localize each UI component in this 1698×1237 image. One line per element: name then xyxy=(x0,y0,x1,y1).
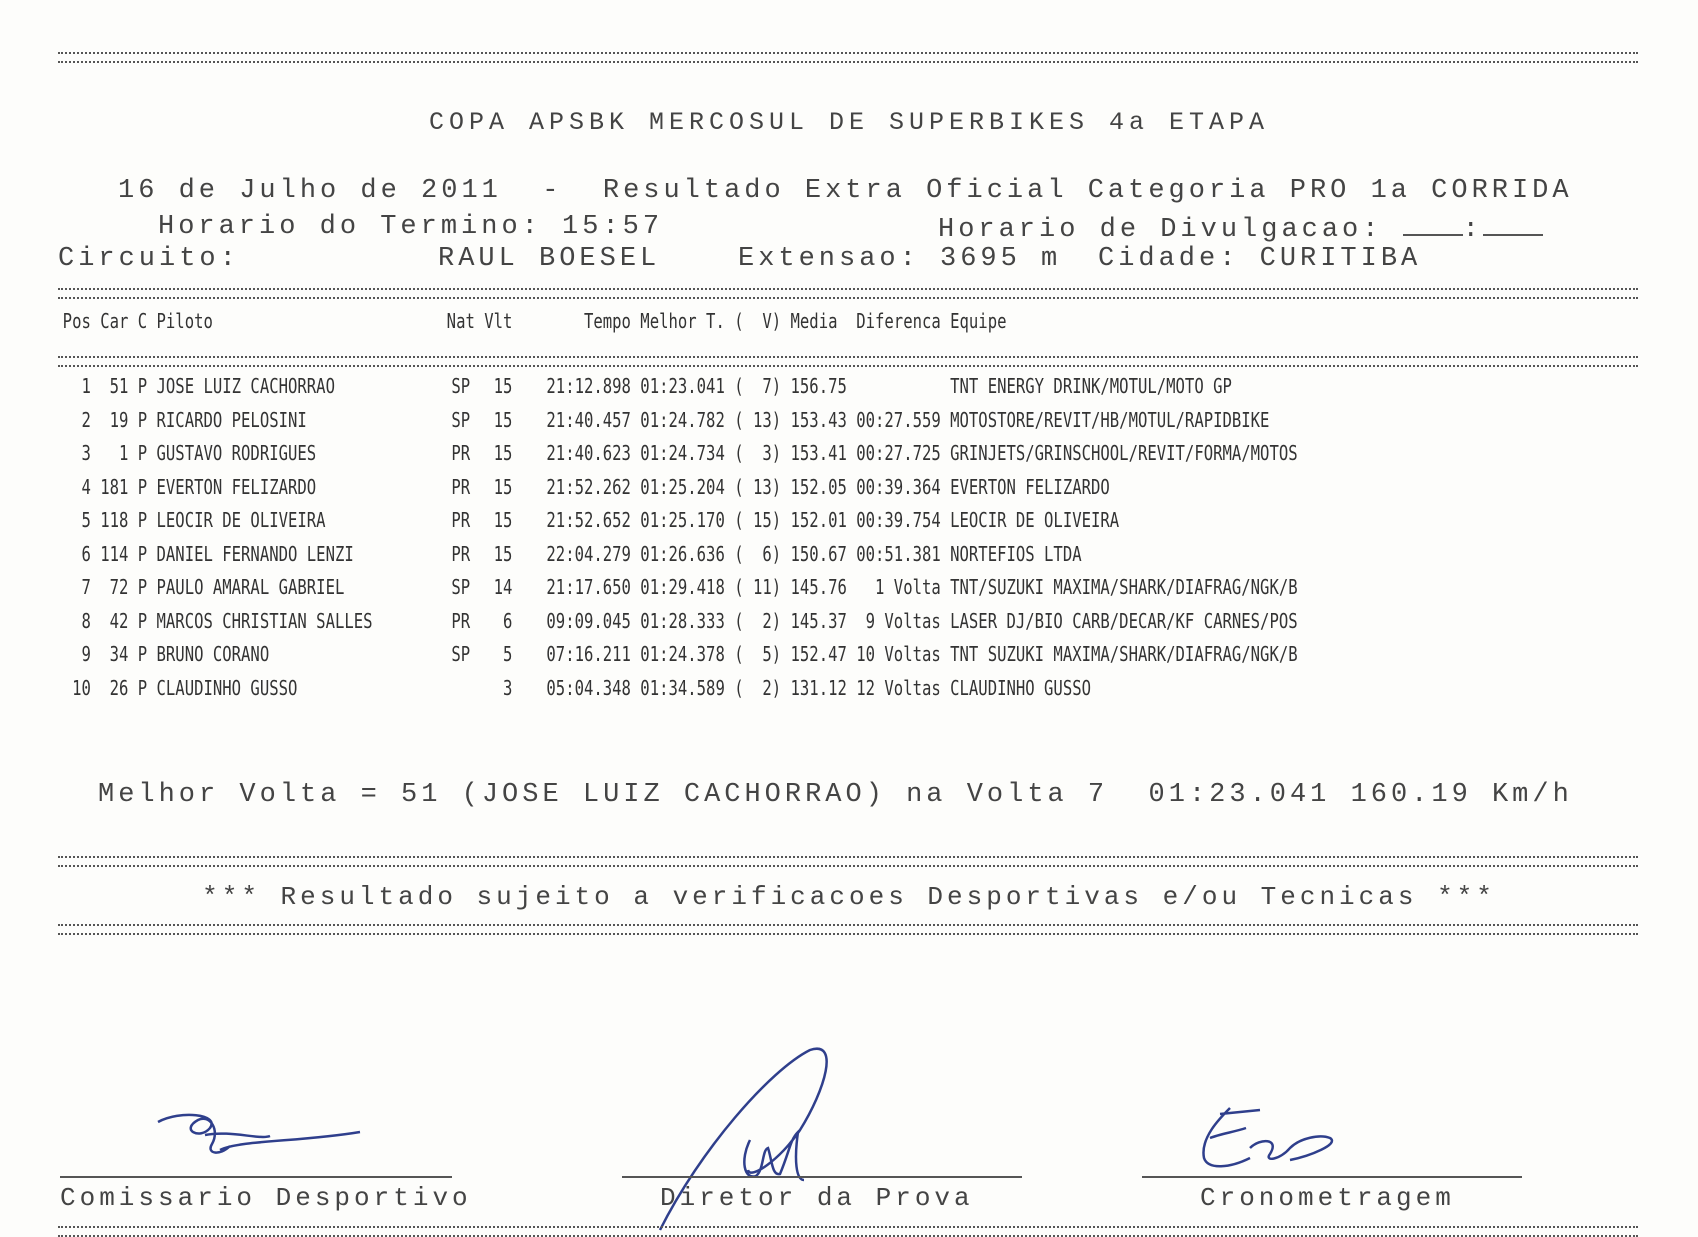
cell-car: 1 xyxy=(118,441,129,466)
cell-melhor: 01:34.589 ( xyxy=(640,675,744,700)
cell-piloto: GUSTAVO RODRIGUES xyxy=(156,441,317,466)
table-row xyxy=(58,604,1302,638)
cell-pos: 2 xyxy=(81,407,91,432)
cell-tempo: 21:17.650 xyxy=(546,575,631,600)
cell-melhor: 01:29.418 ( xyxy=(640,575,744,600)
cell-vlt: 5 xyxy=(502,642,513,667)
cell-media: 153.41 xyxy=(790,441,847,466)
cell-pos: 7 xyxy=(81,575,91,600)
cell-vlt: 3 xyxy=(502,675,513,700)
cell-media: 156.75 xyxy=(790,374,847,399)
cell-pos: 5 xyxy=(81,508,91,533)
cell-piloto: BRUNO CORANO xyxy=(156,642,270,667)
cell-c: P xyxy=(137,407,148,432)
document-title: COPA APSBK MERCOSUL DE SUPERBIKES 4a ETAPA xyxy=(428,108,1270,137)
divulgacao-time xyxy=(938,212,1543,245)
cell-pos: 6 xyxy=(81,541,91,566)
cell-c: P xyxy=(137,474,148,499)
cell-v: 3) xyxy=(762,441,782,466)
cell-car: 181 xyxy=(100,474,129,499)
cell-c: P xyxy=(137,441,148,466)
cell-car: 34 xyxy=(109,642,129,667)
city: Cidade: CURITIBA xyxy=(1098,244,1422,274)
cell-piloto: PAULO AMARAL GABRIEL xyxy=(156,575,345,600)
table-row xyxy=(58,671,1302,705)
cell-melhor: 01:25.170 ( xyxy=(640,508,744,533)
cell-car: 51 xyxy=(109,374,129,399)
table-row xyxy=(58,437,1302,471)
bottom-divider xyxy=(58,1226,1638,1237)
cell-v: 6) xyxy=(762,541,782,566)
cell-dif: 1 Volta xyxy=(875,575,941,600)
cell-piloto: MARCOS CHRISTIAN SALLES xyxy=(156,608,373,633)
signature-comissario xyxy=(150,1100,380,1180)
cell-media: 150.67 xyxy=(790,541,847,566)
cell-dif: 10 Voltas xyxy=(856,642,941,667)
cell-car: 26 xyxy=(109,675,129,700)
cell-media: 152.47 xyxy=(790,642,847,667)
cell-equipe: LASER DJ/BIO CARB/DECAR/KF CARNES/POS xyxy=(950,608,1298,633)
cell-nat: SP xyxy=(451,407,471,432)
cell-c: P xyxy=(137,608,148,633)
cell-tempo: 21:40.457 xyxy=(546,407,631,432)
cell-equipe: EVERTON FELIZARDO xyxy=(950,474,1110,499)
col-v: V) xyxy=(762,309,782,333)
table-row xyxy=(58,504,1302,538)
cell-media: 152.05 xyxy=(790,474,847,499)
cell-equipe: GRINJETS/GRINSCHOOL/REVIT/FORMA/MOTOS xyxy=(950,441,1298,466)
cell-dif: 00:27.559 xyxy=(856,407,941,432)
signature-cronometragem xyxy=(1190,1098,1370,1178)
best-lap: Melhor Volta = 51 (JOSE LUIZ CACHORRAO) na Volta 7 01:23.041 160.19 Km/h xyxy=(98,780,1573,810)
signature-line-3 xyxy=(1142,1176,1522,1178)
cell-melhor: 01:26.636 ( xyxy=(640,541,744,566)
cell-media: 153.43 xyxy=(790,407,847,432)
cell-pos: 10 xyxy=(72,675,91,700)
table-row xyxy=(58,537,1302,571)
cell-v: 11) xyxy=(752,575,782,600)
cell-dif: 12 Voltas xyxy=(856,675,941,700)
cell-piloto: EVERTON FELIZARDO xyxy=(156,474,317,499)
cell-tempo: 09:09.045 xyxy=(546,608,631,633)
col-vlt: Vlt xyxy=(484,309,513,333)
table-row xyxy=(58,403,1302,437)
track-length: Extensao: 3695 m xyxy=(738,244,1062,274)
cell-tempo: 21:52.262 xyxy=(546,474,631,499)
cell-vlt: 6 xyxy=(502,608,513,633)
spacer-row xyxy=(58,336,1302,370)
footer-divider-top xyxy=(58,856,1638,867)
cell-v: 13) xyxy=(752,474,782,499)
cell-pos: 8 xyxy=(81,608,91,633)
col-piloto: Piloto xyxy=(156,309,213,333)
cell-tempo: 07:16.211 xyxy=(546,642,631,667)
results-header-row xyxy=(58,306,1302,336)
cell-pos: 1 xyxy=(81,374,91,399)
cell-c: P xyxy=(137,508,148,533)
cell-piloto: DANIEL FERNANDO LENZI xyxy=(156,541,354,566)
document-subtitle: 16 de Julho de 2011 - Resultado Extra Oficial Categoria PRO 1a CORRIDA xyxy=(118,176,1573,206)
col-media: Media xyxy=(790,309,838,333)
cell-dif xyxy=(852,370,946,404)
cell-v: 7) xyxy=(762,374,782,399)
cell-nat: SP xyxy=(451,374,471,399)
divulgacao-separator: : xyxy=(1462,215,1483,245)
cell-nat: PR xyxy=(451,441,471,466)
header-divider xyxy=(58,288,1638,299)
top-divider xyxy=(58,52,1638,63)
cell-vlt: 15 xyxy=(493,508,513,533)
col-nat: Nat xyxy=(446,309,475,333)
col-pos: Pos xyxy=(62,309,91,333)
cell-v: 15) xyxy=(752,508,782,533)
circuit-label: Circuito: xyxy=(58,244,240,274)
cell-piloto: CLAUDINHO GUSSO xyxy=(156,675,298,700)
cell-car: 72 xyxy=(109,575,129,600)
cell-piloto: LEOCIR DE OLIVEIRA xyxy=(156,508,326,533)
cell-melhor: 01:23.041 ( xyxy=(640,374,744,399)
footer-divider-bottom xyxy=(58,924,1638,935)
cell-media: 152.01 xyxy=(790,508,847,533)
cell-equipe: CLAUDINHO GUSSO xyxy=(950,675,1092,700)
cell-v: 5) xyxy=(762,642,782,667)
cell-pos: 9 xyxy=(81,642,91,667)
cell-vlt: 15 xyxy=(493,474,513,499)
cell-nat xyxy=(442,671,480,705)
blank-hour xyxy=(1403,212,1463,236)
results-table xyxy=(58,306,1302,705)
cell-nat: SP xyxy=(451,642,471,667)
cell-vlt: 15 xyxy=(493,441,513,466)
cell-nat: SP xyxy=(451,575,471,600)
col-melhor: Melhor T. ( xyxy=(640,309,744,333)
cell-car: 118 xyxy=(100,508,129,533)
cell-car: 19 xyxy=(109,407,129,432)
table-row xyxy=(58,638,1302,672)
signature-line-2 xyxy=(622,1176,1022,1178)
cell-tempo: 21:40.623 xyxy=(546,441,631,466)
cell-c: P xyxy=(137,575,148,600)
cell-equipe: LEOCIR DE OLIVEIRA xyxy=(950,508,1120,533)
col-equipe: Equipe xyxy=(950,309,1007,333)
cell-melhor: 01:24.782 ( xyxy=(640,407,744,432)
cell-melhor: 01:24.378 ( xyxy=(640,642,744,667)
cell-piloto: RICARDO PELOSINI xyxy=(156,407,307,432)
cell-media: 145.37 xyxy=(790,608,847,633)
cell-vlt: 15 xyxy=(493,374,513,399)
cell-dif: 00:39.364 xyxy=(856,474,941,499)
cell-tempo: 22:04.279 xyxy=(546,541,631,566)
cell-equipe: NORTEFIOS LTDA xyxy=(950,541,1082,566)
cell-media: 131.12 xyxy=(790,675,847,700)
cell-pos: 4 xyxy=(81,474,91,499)
cell-dif: 00:51.381 xyxy=(856,541,941,566)
cell-equipe: TNT SUZUKI MAXIMA/SHARK/DIAFRAG/NGK/B xyxy=(950,642,1298,667)
cell-car: 42 xyxy=(109,608,129,633)
cell-c: P xyxy=(137,642,148,667)
cell-c: P xyxy=(137,541,148,566)
cell-nat: PR xyxy=(451,508,471,533)
divulgacao-label: Horario de Divulgacao: xyxy=(938,215,1383,245)
signature-label-cronometragem: Cronometragem xyxy=(1200,1183,1455,1213)
cell-dif: 9 Voltas xyxy=(865,608,941,633)
cell-vlt: 14 xyxy=(493,575,513,600)
col-car: Car xyxy=(100,309,129,333)
cell-nat: PR xyxy=(451,474,471,499)
cell-equipe: TNT ENERGY DRINK/MOTUL/MOTO GP xyxy=(950,374,1232,399)
col-tempo: Tempo xyxy=(583,309,631,333)
cell-v: 2) xyxy=(762,675,782,700)
cell-equipe: TNT/SUZUKI MAXIMA/SHARK/DIAFRAG/NGK/B xyxy=(950,575,1298,600)
cell-piloto: JOSE LUIZ CACHORRAO xyxy=(156,374,335,399)
table-row xyxy=(58,470,1302,504)
cell-tempo: 21:52.652 xyxy=(546,508,631,533)
cell-melhor: 01:28.333 ( xyxy=(640,608,744,633)
cell-melhor: 01:24.734 ( xyxy=(640,441,744,466)
cell-vlt: 15 xyxy=(493,407,513,432)
table-row xyxy=(58,571,1302,605)
verification-notice: *** Resultado sujeito a verificacoes Desportivas e/ou Tecnicas *** xyxy=(202,882,1496,912)
cell-v: 2) xyxy=(762,608,782,633)
cell-nat: PR xyxy=(451,608,471,633)
col-c: C xyxy=(137,309,148,333)
cell-tempo: 21:12.898 xyxy=(546,374,631,399)
cell-c: P xyxy=(137,374,148,399)
termino-time: Horario do Termino: 15:57 xyxy=(158,212,664,242)
signature-label-diretor: Diretor da Prova xyxy=(660,1183,974,1213)
blank-minute xyxy=(1483,212,1543,236)
cell-dif: 00:39.754 xyxy=(856,508,941,533)
cell-nat: PR xyxy=(451,541,471,566)
signature-label-comissario: Comissario Desportivo xyxy=(60,1183,472,1213)
cell-pos: 3 xyxy=(81,441,91,466)
cell-tempo: 05:04.348 xyxy=(546,675,631,700)
signature-line-1 xyxy=(60,1176,452,1178)
cell-equipe: MOTOSTORE/REVIT/HB/MOTUL/RAPIDBIKE xyxy=(950,407,1270,432)
cell-c: P xyxy=(137,675,148,700)
table-row xyxy=(58,370,1302,404)
circuit-value: RAUL BOESEL xyxy=(438,244,661,274)
cell-media: 145.76 xyxy=(790,575,847,600)
cell-v: 13) xyxy=(752,407,782,432)
cell-vlt: 15 xyxy=(493,541,513,566)
cell-melhor: 01:25.204 ( xyxy=(640,474,744,499)
cell-dif: 00:27.725 xyxy=(856,441,941,466)
cell-car: 114 xyxy=(100,541,129,566)
col-diferenca: Diferenca xyxy=(856,309,941,333)
